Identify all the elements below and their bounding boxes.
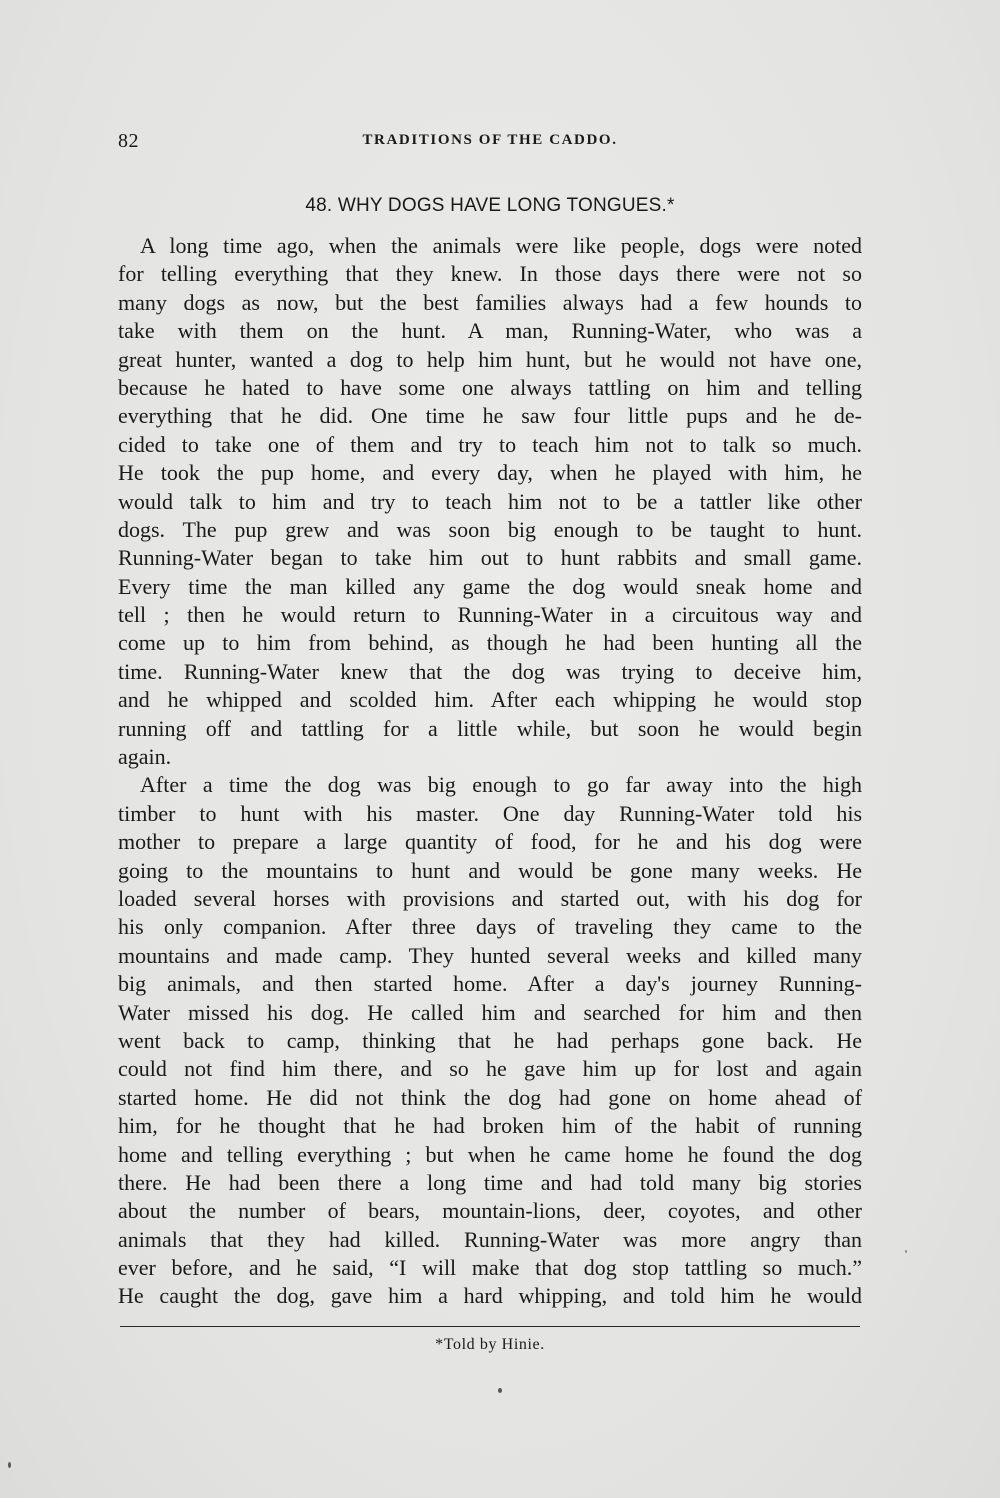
body-text <box>118 232 862 1311</box>
text-line: again. <box>118 744 172 770</box>
text-line: going to the mountains to hunt and would be gone many weeks. He <box>118 857 862 883</box>
text-line: his only companion. After three days of traveling they came to the <box>118 914 862 940</box>
text-line: him, for he thought that he had broken him of the habit of running <box>118 1113 862 1139</box>
text-line: could not find him there, and so he gave him up for lost and again <box>118 1056 862 1082</box>
text-line: running off and tattling for a little while, but soon he would begin <box>118 715 862 741</box>
paper-speck <box>905 1250 907 1253</box>
text-line: would talk to him and try to teach him not to be a tattler like other <box>118 488 862 514</box>
text-line: dogs. The pup grew and was soon big enough to be taught to hunt. <box>118 516 862 542</box>
text-line: come up to him from behind, as though he had been hunting all the <box>118 630 862 656</box>
text-line: everything that he did. One time he saw four little pups and he de- <box>118 403 862 429</box>
text-line: tell ; then he would return to Running-Water in a circuitous way and <box>118 602 862 628</box>
text-line: because he hated to have some one always tattling on him and telling <box>118 374 862 400</box>
text-line: big animals, and then started home. After a day's journey Running- <box>118 971 862 997</box>
text-line: He caught the dog, gave him a hard whipping, and told him he would <box>118 1283 862 1309</box>
footnote-divider <box>120 1326 860 1327</box>
text-line: about the number of bears, mountain-lions, deer, coyotes, and other <box>118 1198 862 1224</box>
paper-speck <box>498 1388 502 1393</box>
running-title: TRADITIONS OF THE CADDO. <box>362 132 618 148</box>
text-line: time. Running-Water knew that the dog was trying to deceive him, <box>118 658 862 684</box>
text-line: there. He had been there a long time and had told many big stories <box>118 1169 862 1195</box>
text-line: cided to take one of them and try to teach him not to talk so much. <box>118 431 862 457</box>
text-line: He took the pup home, and every day, when he played with him, he <box>118 460 862 486</box>
text-line: home and telling everything ; but when he came home he found the dog <box>118 1141 862 1167</box>
text-line: went back to camp, thinking that he had perhaps gone back. He <box>118 1027 862 1053</box>
running-head <box>118 130 862 160</box>
text-line: Running-Water began to take him out to hunt rabbits and small game. <box>118 545 862 571</box>
text-line: timber to hunt with his master. One day Running-Water told his <box>118 800 862 826</box>
text-line: animals that they had killed. Running-Water was more angry than <box>118 1226 862 1252</box>
text-line: great hunter, wanted a dog to help him hunt, but he would not have one, <box>118 346 862 372</box>
text-line: take with them on the hunt. A man, Running-Water, who was a <box>118 318 862 344</box>
text-line: mountains and made camp. They hunted several weeks and killed many <box>118 942 862 968</box>
text-line: many dogs as now, but the best families always had a few hounds to <box>118 289 862 315</box>
page-number: 82 <box>118 130 139 152</box>
text-line: A long time ago, when the animals were like people, dogs were noted <box>118 233 862 258</box>
text-line: ever before, and he said, “I will make that dog stop tattling so much.” <box>118 1255 862 1281</box>
text-line: Water missed his dog. He called him and searched for him and then <box>118 999 862 1025</box>
text-line: for telling everything that they knew. In those days there were not so <box>118 261 862 287</box>
text-line: Every time the man killed any game the dog would sneak home and <box>118 573 862 599</box>
text-line: and he whipped and scolded him. After each whipping he would stop <box>118 687 862 713</box>
text-line: started home. He did not think the dog had gone on home ahead of <box>118 1084 862 1110</box>
footnote: *Told by Hinie. <box>435 1336 545 1353</box>
text-line: mother to prepare a large quantity of food, for he and his dog were <box>118 829 862 855</box>
chapter-heading: 48. WHY DOGS HAVE LONG TONGUES.* <box>305 195 675 216</box>
text-line: After a time the dog was big enough to go far away into the high <box>118 772 862 798</box>
paper-speck <box>8 1462 11 1468</box>
text-line: loaded several horses with provisions and started out, with his dog for <box>118 885 862 911</box>
